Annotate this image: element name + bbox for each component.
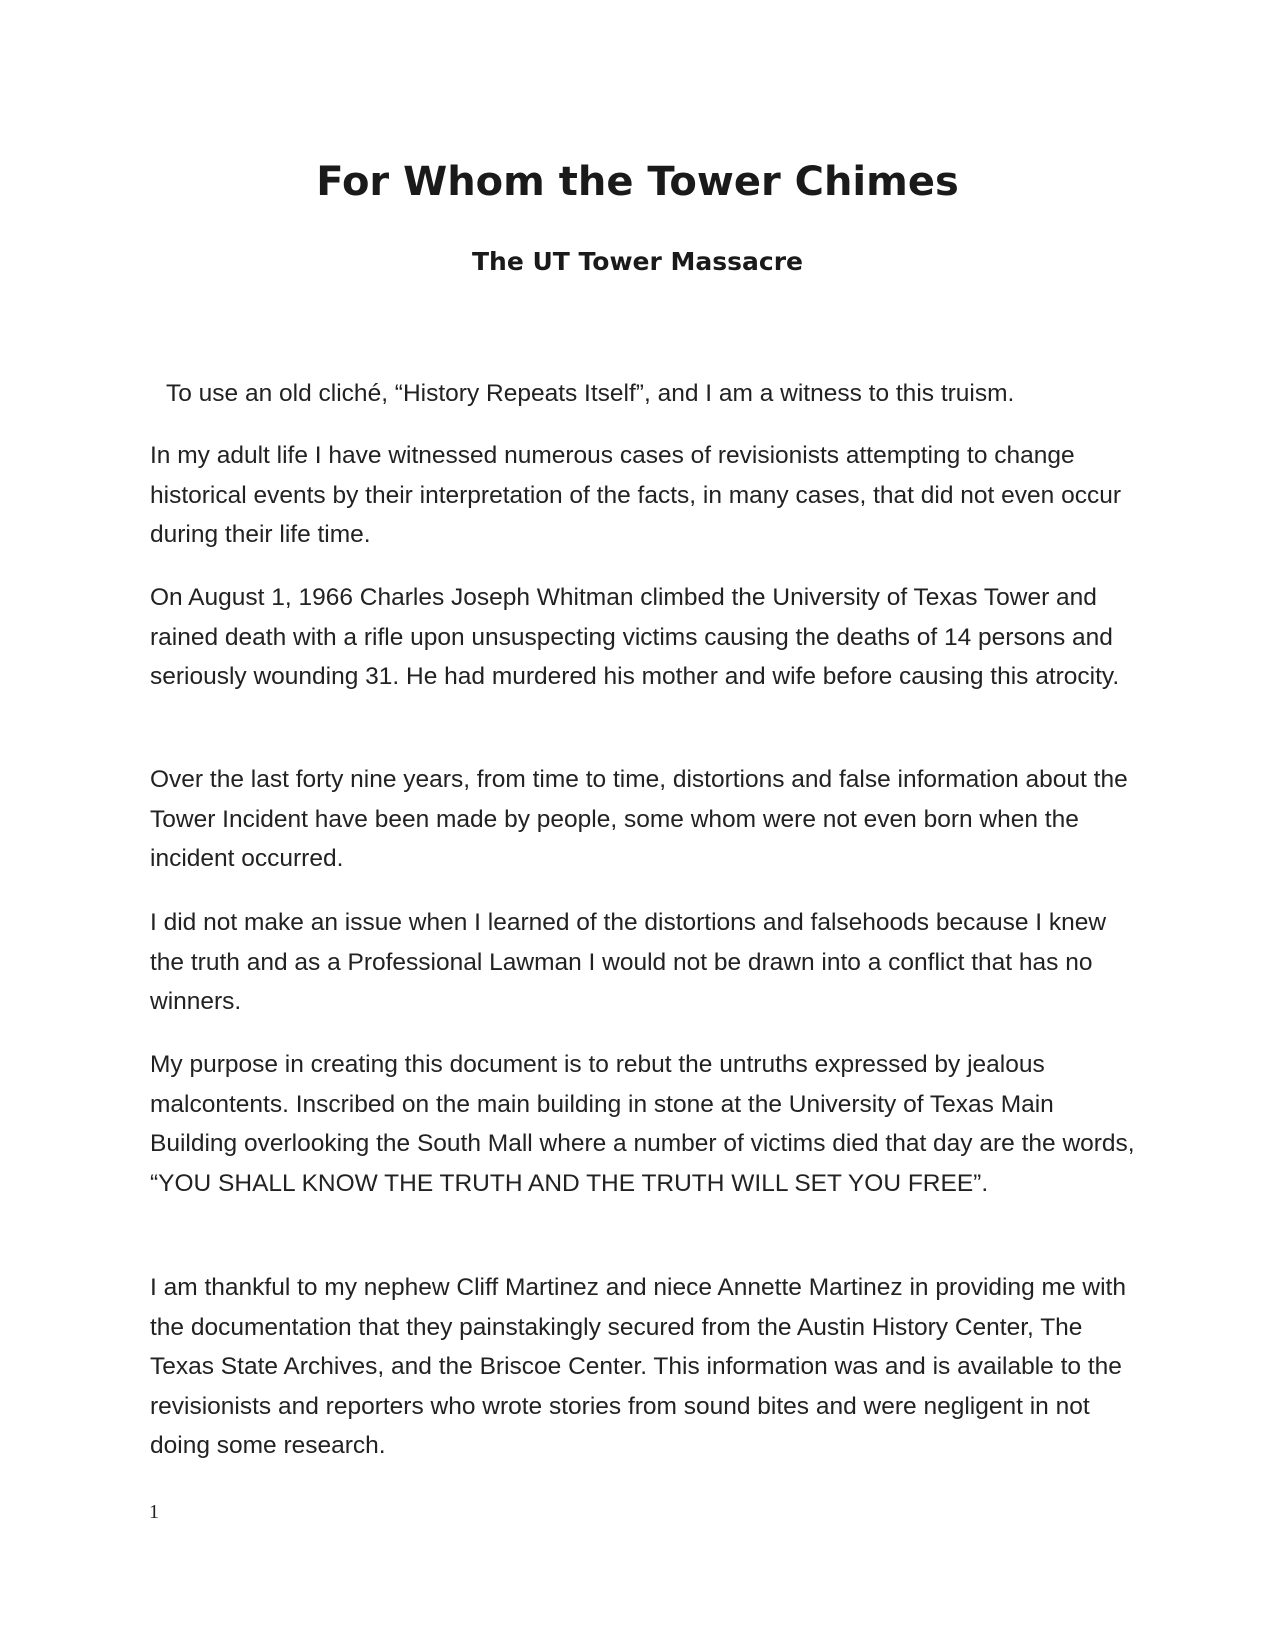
document-title: For Whom the Tower Chimes <box>316 159 959 205</box>
paragraph-no-issue: I did not make an issue when I learned of the distortions and falsehoods because I knew the truth and as a Professional Lawman I would not be drawn into a conflict that has no winners. <box>150 909 1107 1015</box>
document-subtitle: The UT Tower Massacre <box>471 247 804 276</box>
paragraph-purpose: My purpose in creating this document is to rebut the untruths expressed by jealous malcontents. Inscribed on the main building in stone at the University of Texas Main Building overlooking the South Mall where a number of victims died that day are the words, “YOU SHALL KNOW THE TRUTH AND THE TRUTH WILL SET YOU FREE”. <box>150 1051 1135 1197</box>
paragraph-intro: To use an old cliché, “History Repeats Itself”, and I am a witness to this truism. <box>166 380 1015 407</box>
paragraph-distortions: Over the last forty nine years, from time to time, distortions and false information about the Tower Incident have been made by people, some whom were not even born when the incident occurred. <box>150 766 1128 872</box>
paragraph-acknowledgement: I am thankful to my nephew Cliff Martinez and niece Annette Martinez in providing me with the documentation that they painstakingly secured from the Austin History Center, The Texas State Archives, and the Briscoe Center. This information was and is available to the revisionists and reporters who wrote stories from sound bites and were negligent in not doing some research. <box>150 1274 1126 1459</box>
page-number: 1 <box>149 1501 159 1523</box>
paragraph-event: On August 1, 1966 Charles Joseph Whitman climbed the University of Texas Tower and rained death with a rifle upon unsuspecting victims causing the deaths of 14 persons and seriously wounding 31. He had murdered his mother and wife before causing this atrocity. <box>150 584 1120 690</box>
paragraph-revisionists: In my adult life I have witnessed numerous cases of revisionists attempting to change historical events by their interpretation of the facts, in many cases, that did not even occur during their life time. <box>150 442 1121 548</box>
